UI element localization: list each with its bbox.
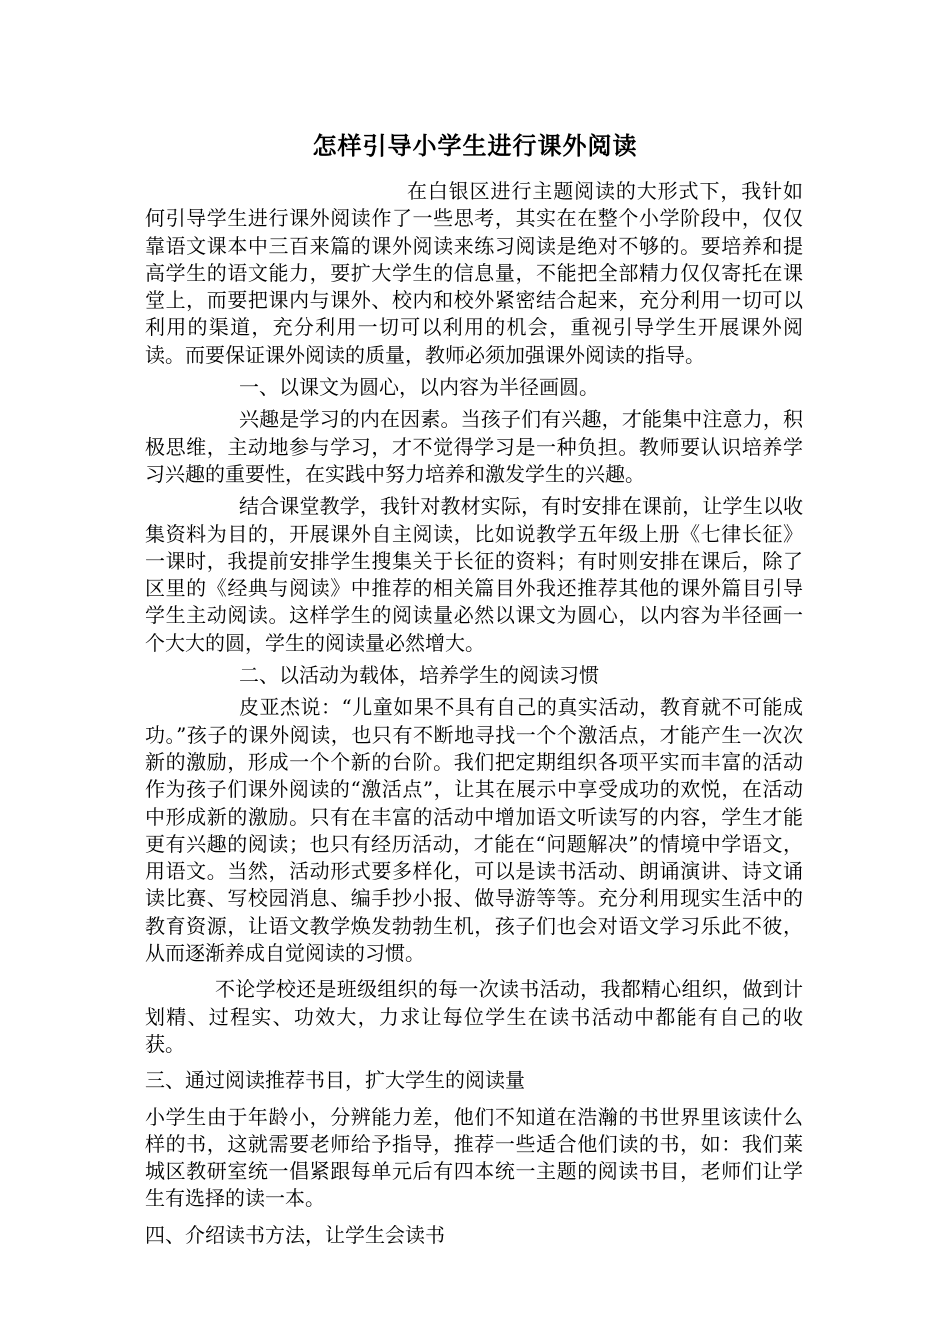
- section-heading-2: 二、以活动为载体，培养学生的阅读习惯: [239, 663, 599, 688]
- section-heading-1: 一、以课文为圆心，以内容为半径画圆。: [239, 375, 599, 400]
- section-heading-3: 三、通过阅读推荐书目，扩大学生的阅读量: [145, 1068, 525, 1093]
- paragraph-reading-events: 不论学校还是班级组织的每一次读书活动，我都精心组织，做到计划精、过程实、功效大，力求让每位学生在读书活动中都能有自己的收获。: [145, 977, 803, 1056]
- document-title: 怎样引导小学生进行课外阅读: [312, 132, 638, 160]
- paragraph-interest: 兴趣是学习的内在因素。当孩子们有兴趣，才能集中注意力，积极思维，主动地参与学习，才不觉得学习是一种负担。教师要认识培养学习兴趣的重要性，在实践中努力培养和激发学生的兴趣。: [145, 407, 803, 486]
- paragraph-activities: 皮亚杰说：“儿童如果不具有自己的真实活动，教育就不可能成功。”孩子的课外阅读，也只有不断地寻找一个个激活点，才能产生一次次新的激励，形成一个个新的台阶。我们把定期组织各项平实而丰富的活动作为孩子们课外阅读的“激活点”，让其在展示中享受成功的欢悦，在活动中形成新的激励。只有在丰富的活动中增加语文听读写的内容，学生才能更有兴趣的阅读；也只有经历活动，才能在“问题解决”的情境中学语文，用语文。当然，活动形式要多样化，可以是读书活动、朗诵演讲、诗文诵读比赛、写校园消息、编手抄小报、做导游等等。充分利用现实生活中的教育资源，让语文教学焕发勃勃生机，孩子们也会对语文学习乐此不彼，从而逐渐养成自觉阅读的习惯。: [145, 695, 803, 966]
- paragraph-intro: 在白银区进行主题阅读的大形式下，我针如何引导学生进行课外阅读作了一些思考，其实在在整个小学阶段中，仅仅靠语文课本中三百来篇的课外阅读来练习阅读是绝对不够的。要培养和提高学生的语文能力，要扩大学生的信息量，不能把全部精力仅仅寄托在课堂上，而要把课内与课外、校内和校外紧密结合起来，充分利用一切可以利用的渠道，充分利用一切可以利用的机会，重视引导学生开展课外阅读。而要保证课外阅读的质量，教师必须加强课外阅读的指导。: [145, 179, 803, 367]
- paragraph-classroom: 结合课堂教学，我针对教材实际，有时安排在课前，让学生以收集资料为目的，开展课外自主阅读，比如说教学五年级上册《七律长征》一课时，我提前安排学生搜集关于长征的资料；有时则安排在课后，除了区里的《经典与阅读》中推荐的相关篇目外我还推荐其他的课外篇目引导学生主动阅读。这样学生的阅读量必然以课文为圆心，以内容为半径画一个大大的圆，学生的阅读量必然增大。: [145, 494, 803, 655]
- paragraph-book-list: 小学生由于年龄小，分辨能力差，他们不知道在浩瀚的书世界里该读什么样的书，这就需要老师给予指导，推荐一些适合他们读的书，如：我们莱城区教研室统一倡紧跟每单元后有四本统一主题的阅读书目，老师们让学生有选择的读一本。: [145, 1104, 803, 1211]
- section-heading-4: 四、介绍读书方法，让学生会读书: [145, 1222, 445, 1247]
- document-body: [145, 178, 803, 1249]
